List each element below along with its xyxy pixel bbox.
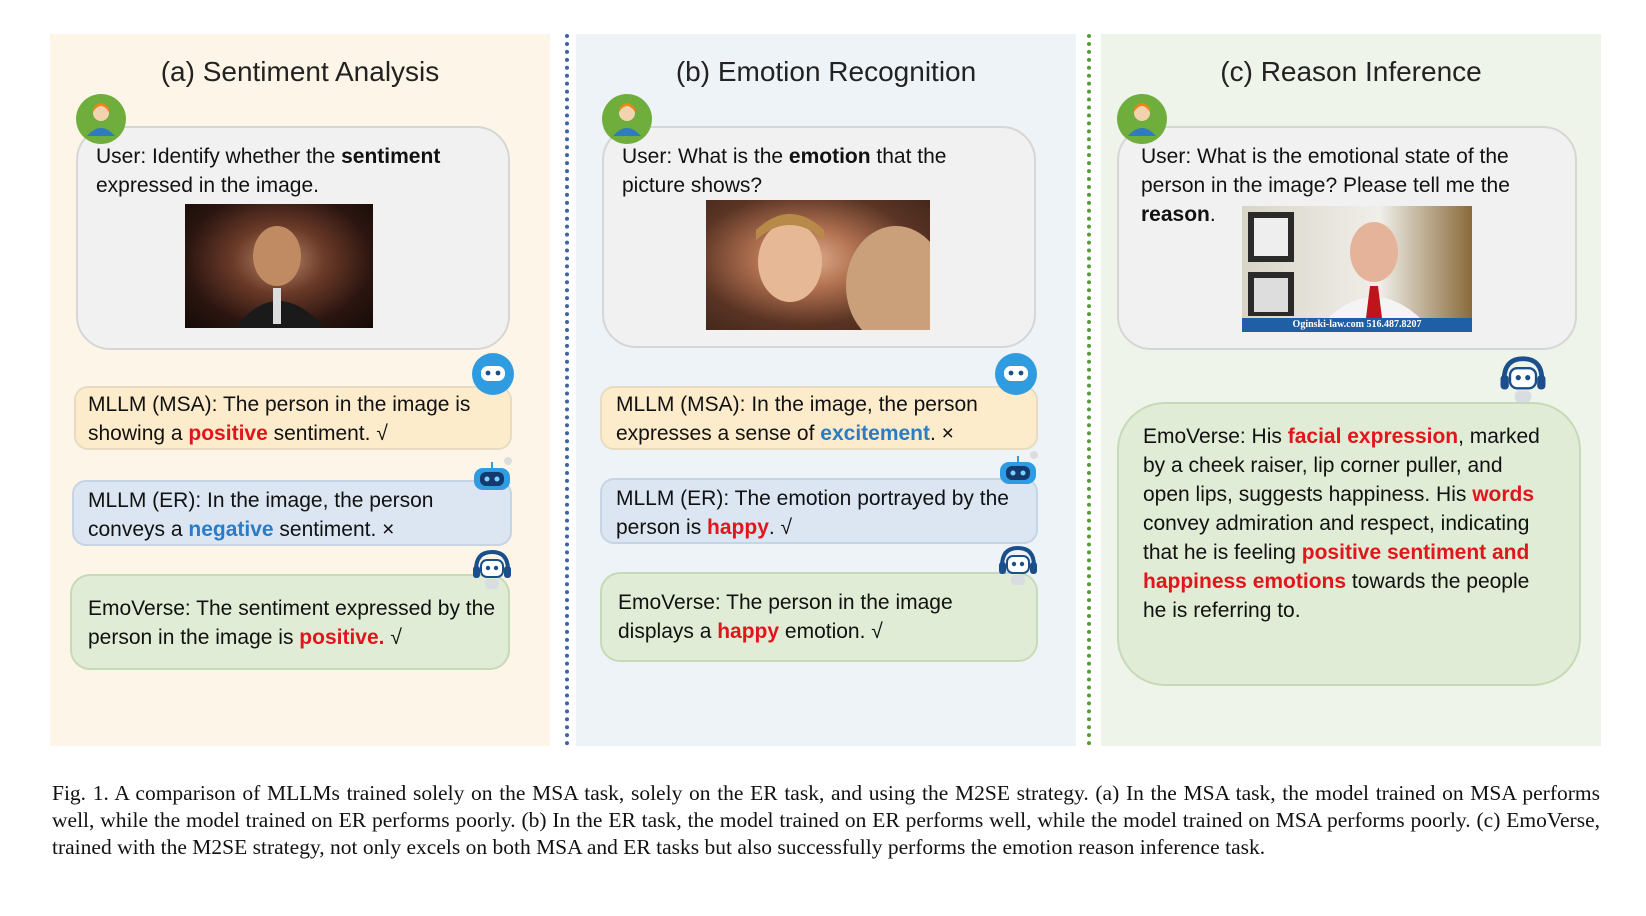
input-image [706, 200, 930, 330]
user-avatar-icon [602, 94, 652, 144]
headset-robot-icon [470, 548, 514, 597]
emoverse-answer: EmoVerse: His facial expression, marked by a cheek raiser, lip corner puller, and open lips, suggests happiness. His words convey admiration and respect, indicating that he is feeling positive sentiment and happiness emotions towards the people he is referring to. [1143, 425, 1540, 622]
panel-divider [1087, 34, 1091, 746]
panel-divider [565, 34, 569, 746]
headset-robot-icon [996, 544, 1040, 593]
user-prompt: User: Identify whether the sentiment expressed in the image. [96, 145, 441, 197]
input-image [1242, 206, 1472, 332]
user-avatar-icon [76, 94, 126, 144]
mllm-er-answer: MLLM (ER): In the image, the person conveys a negative sentiment. × [88, 489, 434, 541]
figure-caption: Fig. 1. A comparison of MLLMs trained solely on the MSA task, solely on the ER task, and using the M2SE strategy. (a) In the MSA task, the model trained on MSA performs well, while the model trained on ER performs poorly. (b) In the ER task, the model trained on ER performs well, while the model trained on MSA performs poorly. (c) EmoVerse, trained with the M2SE strategy, not only excels on both MSA and ER tasks but also successfully performs the emotion reason inference task. [52, 781, 1600, 859]
mllm-msa-answer: MLLM (MSA): The person in the image is showing a positive sentiment. √ [88, 393, 471, 445]
photo-banner: Oginski-law.com 516.487.8207 [1242, 318, 1472, 332]
panel-reason-inference [1101, 34, 1601, 746]
mllm-er-answer: MLLM (ER): The emotion portrayed by the person is happy. √ [616, 487, 1009, 539]
mllm-msa-answer: MLLM (MSA): In the image, the person expresses a sense of excitement. × [616, 393, 978, 445]
emoverse-answer: EmoVerse: The person in the image displays a happy emotion. √ [618, 591, 953, 643]
user-prompt: User: What is the emotional state of the person in the image? Please tell me the reason. [1141, 145, 1510, 226]
panel-title: (b) Emotion Recognition [675, 56, 977, 87]
input-image [185, 204, 373, 328]
panel-title: (a) Sentiment Analysis [160, 56, 440, 87]
user-prompt: User: What is the emotion that the picture shows? [622, 145, 947, 197]
panel-sentiment-analysis [50, 34, 550, 746]
user-avatar-icon [1117, 94, 1167, 144]
panel-title: (c) Reason Inference [1220, 56, 1482, 87]
emoverse-answer: EmoVerse: The sentiment expressed by the person in the image is positive. √ [88, 597, 495, 649]
panel-emotion-recognition [576, 34, 1076, 746]
